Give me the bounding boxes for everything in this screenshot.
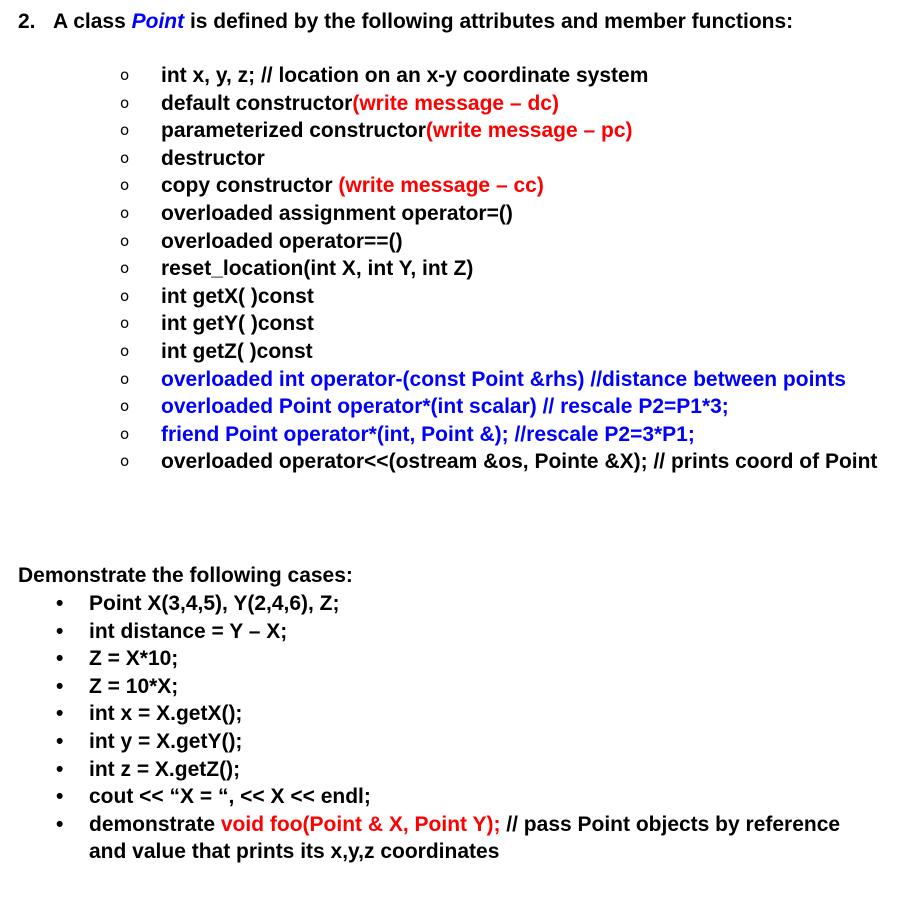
case-item-text: demonstrate — [89, 812, 221, 836]
member-item-bullet: o — [120, 259, 130, 278]
member-item — [120, 90, 890, 118]
member-item — [120, 448, 890, 476]
member-item-text: (write message – cc) — [338, 174, 544, 198]
member-item-bullet: o — [120, 93, 130, 112]
member-item-bullet: o — [120, 341, 130, 360]
member-item-text: parameterized constructor — [161, 119, 426, 143]
member-item — [120, 200, 890, 228]
member-item-bullet: o — [120, 369, 130, 388]
member-item — [120, 393, 890, 421]
case-list — [56, 590, 876, 866]
member-item — [120, 145, 890, 173]
member-item-bullet: o — [120, 231, 130, 250]
case-item-text: int y = X.getY(); — [89, 729, 243, 753]
member-item-text: reset_location(int X, int Y, int Z) — [161, 257, 474, 281]
member-item-bullet: o — [120, 452, 130, 471]
member-item — [120, 366, 890, 394]
question-heading — [18, 8, 898, 35]
case-item — [56, 645, 876, 673]
member-item — [120, 283, 890, 311]
case-item-text: // pass Point objects by reference and value that prints its x,y,z coordinates — [89, 812, 841, 864]
case-item-bullet: • — [56, 647, 64, 671]
member-item-text: int getX( )const — [161, 284, 314, 308]
case-item-bullet: • — [56, 729, 64, 753]
case-item-text: cout << “X = “, << X << endl; — [89, 785, 371, 809]
case-item — [56, 811, 876, 866]
question-number: 2. — [18, 10, 36, 33]
case-item — [56, 756, 876, 784]
member-item-text: overloaded operator==() — [161, 229, 403, 253]
member-item — [120, 421, 890, 449]
case-item-bullet: • — [56, 812, 64, 836]
member-item-text: int getY( )const — [161, 312, 314, 336]
question-text — [53, 8, 898, 35]
member-item-text: friend Point operator*(int, Point &); //rescale P2=3*P1; — [161, 422, 695, 446]
member-item — [120, 117, 890, 145]
member-item — [120, 228, 890, 256]
member-item-bullet: o — [120, 176, 130, 195]
question-suffix: is defined by the following attributes and member functions: — [184, 10, 794, 33]
member-item-text: int x, y, z; // location on an x-y coordinate system — [161, 64, 649, 87]
case-item-bullet: • — [56, 619, 64, 643]
member-item — [120, 62, 890, 90]
question-prefix: A class — [53, 10, 132, 33]
member-item-text: copy constructor — [161, 174, 339, 198]
member-item-text: overloaded operator<<(ostream &os, Pointe &X); // prints coord of Point — [161, 450, 878, 474]
member-item-text: destructor — [161, 146, 265, 170]
member-list — [120, 62, 890, 476]
member-item-bullet: o — [120, 314, 130, 333]
member-item-bullet: o — [120, 148, 130, 167]
member-item-text: overloaded assignment operator=() — [161, 201, 513, 225]
member-item-bullet: o — [120, 424, 130, 443]
member-item-text: (write message – dc) — [352, 91, 559, 115]
member-item-text: int getZ( )const — [161, 339, 313, 363]
member-item-bullet: o — [120, 286, 130, 305]
case-item — [56, 618, 876, 646]
case-item-text: int x = X.getX(); — [89, 702, 243, 726]
member-item-text: (write message – pc) — [425, 119, 633, 143]
case-item-text: int distance = Y – X; — [89, 619, 288, 643]
case-item — [56, 590, 876, 618]
case-item-bullet: • — [56, 592, 64, 615]
member-item — [120, 338, 890, 366]
member-item-bullet: o — [120, 66, 130, 84]
case-item-bullet: • — [56, 674, 64, 698]
case-item-text: int z = X.getZ(); — [89, 757, 241, 781]
member-item — [120, 172, 890, 200]
case-item-text: Z = X*10; — [89, 647, 179, 671]
case-item-bullet: • — [56, 757, 64, 781]
member-item-text: default constructor — [161, 91, 353, 115]
class-name: Point — [131, 10, 185, 33]
case-item-text: Z = 10*X; — [89, 674, 179, 698]
case-item-bullet: • — [56, 702, 64, 726]
member-item-text: overloaded Point operator*(int scalar) // rescale P2=P1*3; — [161, 395, 729, 419]
case-item — [56, 673, 876, 701]
member-item-bullet: o — [120, 397, 130, 416]
member-item-bullet: o — [120, 121, 130, 140]
member-item-text: overloaded int operator-(const Point &rhs) //distance between points — [161, 367, 846, 391]
case-item-bullet: • — [56, 785, 64, 809]
demonstrate-title: Demonstrate the following cases: — [18, 564, 353, 587]
case-item-text: Point X(3,4,5), Y(2,4,6), Z; — [89, 592, 340, 615]
case-item — [56, 783, 876, 811]
member-item — [120, 310, 890, 338]
case-item-text: void foo(Point & X, Point Y); — [220, 812, 501, 836]
member-item-bullet: o — [120, 203, 130, 222]
case-item — [56, 700, 876, 728]
case-item — [56, 728, 876, 756]
member-item — [120, 255, 890, 283]
